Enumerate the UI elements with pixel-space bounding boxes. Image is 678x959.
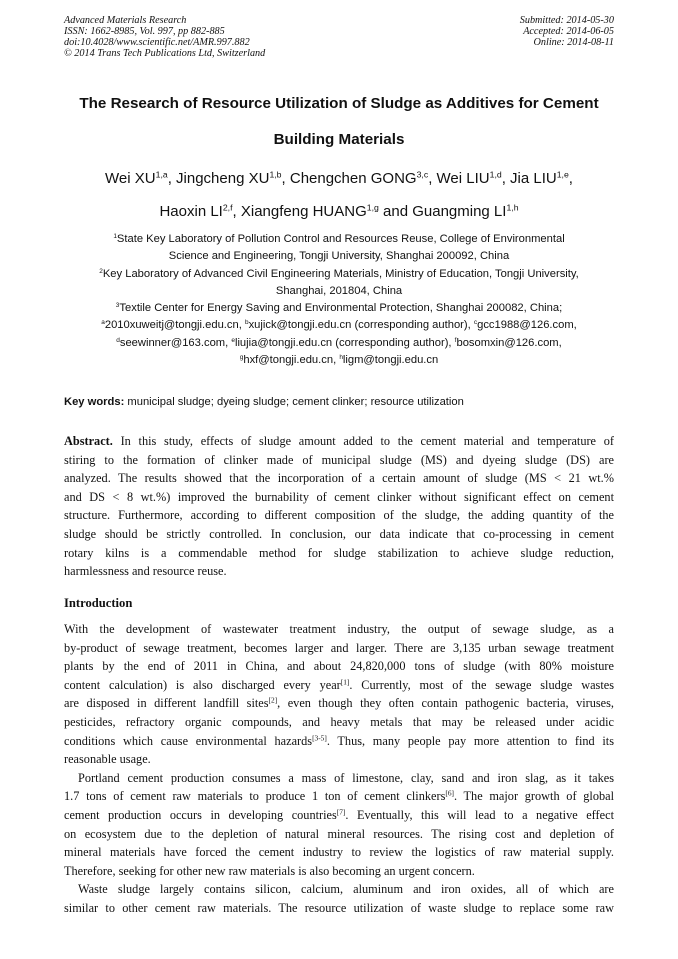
affiliation-line xyxy=(40,283,638,300)
intro-line xyxy=(64,694,614,713)
email-mark: e xyxy=(231,336,235,344)
intro-text: . The major growth of global xyxy=(453,789,614,804)
abstract-line: sludge should be strictly controlled. In conclusion, our data indicate that co-processing in cement xyxy=(64,526,614,541)
affiliation-line xyxy=(40,231,638,248)
intro-text: plants by the end of 2011 in China, and about 24,820,000 tons of sludge (with 80% moisture xyxy=(64,659,614,674)
intro-text: . Currently, most of the sewage sludge wastes xyxy=(349,677,614,692)
author-separator: , xyxy=(167,170,177,187)
affiliation-line xyxy=(40,300,638,317)
abstract-line: analyzed. The results showed that the incorporation of a certain amount of sludge (MS < 21 wt.% xyxy=(64,471,614,486)
abstract-text: In this study, effects of sludge amount added to the cement material and temperature of xyxy=(112,434,614,448)
abstract-line xyxy=(64,432,614,451)
author-affiliation-mark: 2,f xyxy=(222,202,233,213)
journal-doi[interactable]: doi:10.4028/www.scientific.net/AMR.997.882 xyxy=(64,37,250,48)
intro-line xyxy=(64,639,614,658)
intro-text: Waste sludge largely contains silicon, calcium, aluminum and iron oxides, all of which are xyxy=(78,882,614,897)
intro-text: . Thus, many people pay more attention to find its xyxy=(326,733,615,748)
author-affiliation-mark: 3,c xyxy=(416,169,429,180)
author-separator: , xyxy=(281,170,290,187)
email-line xyxy=(40,317,638,334)
title-line-1: The Research of Resource Utilization of Sludge as Additives for Cement xyxy=(79,95,599,112)
author-affiliation-mark: 1,d xyxy=(489,169,502,180)
section-heading-introduction: Introduction xyxy=(64,596,133,610)
author-affiliation-mark: 1,h xyxy=(506,202,519,213)
intro-line xyxy=(64,843,614,862)
intro-line xyxy=(64,806,614,825)
author-separator: , xyxy=(232,203,241,220)
abstract-line: structure. Furthermore, according to different composition of the sludge, the adding quantity of the xyxy=(64,508,614,523)
email-address[interactable]: seewinner@163.com, xyxy=(119,336,232,349)
affiliation-line xyxy=(40,248,638,265)
author-separator: , xyxy=(428,170,437,187)
affiliation-text: Shanghai, 201804, China xyxy=(275,284,403,297)
abstract-line: harmlessness and resource reuse. xyxy=(64,564,227,579)
intro-text: cement production occurs in developing countries xyxy=(64,807,337,822)
email-mark: d xyxy=(116,336,120,344)
abstract-label: Abstract. xyxy=(64,434,113,448)
intro-line xyxy=(64,899,614,918)
intro-text: mineral materials have forced the cement industry to review the logistics of raw material supply. xyxy=(64,845,614,860)
abstract-line: and DS < 8 wt.%) improved the burnability of cement clinker without significant effect on cement xyxy=(64,489,614,504)
affiliation-text: State Key Laboratory of Pollution Control and Resources Reuse, College of Environmental xyxy=(116,233,565,245)
intro-text: content calculation) is also discharged every year xyxy=(64,677,341,692)
email-mark: a xyxy=(101,319,105,327)
intro-line xyxy=(64,713,614,732)
author-affiliation-mark: 1,a xyxy=(155,169,168,180)
affiliation-mark: 2 xyxy=(99,267,103,275)
abstract xyxy=(64,432,614,581)
intro-line xyxy=(64,657,614,676)
email-address[interactable]: ligm@tongji.edu.cn xyxy=(342,354,439,367)
intro-text: , even though they often contain pathogenic bacteria, viruses, xyxy=(277,696,614,711)
citation-ref[interactable]: [3-5] xyxy=(312,733,327,743)
email-address[interactable]: liujia@tongji.edu.cn (corresponding author), xyxy=(234,336,455,349)
intro-text: are disposed in different landfill sites xyxy=(64,696,269,711)
author-line-1 xyxy=(40,162,638,195)
intro-text: . Eventually, this will lead to a negative effect xyxy=(345,807,614,822)
affiliation-mark: 1 xyxy=(113,232,117,240)
intro-line xyxy=(64,676,614,695)
abstract-line: rotary kilns is a commendable method for sludge stabilization to achieve sludge reduction, xyxy=(64,545,614,560)
affiliation-mark: 3 xyxy=(115,301,120,309)
intro-text: With the development of wastewater treatment industry, the output of sewage sludge, as a xyxy=(64,622,614,636)
author: Wei XU xyxy=(105,170,156,187)
journal-info xyxy=(64,15,265,59)
email-line xyxy=(40,335,638,352)
author: Xiangfeng HUANG xyxy=(240,203,367,220)
copyright-notice: © 2014 Trans Tech Publications Ltd, Switzerland xyxy=(64,48,266,59)
email-line xyxy=(40,352,638,369)
keywords-label: Key words: xyxy=(64,396,125,408)
citation-ref[interactable]: [1] xyxy=(340,677,350,687)
author: Haoxin LI xyxy=(159,203,223,220)
intro-line xyxy=(64,732,614,751)
affiliations xyxy=(40,231,638,369)
email-mark: g xyxy=(239,353,244,361)
intro-line xyxy=(64,787,614,806)
author: Guangming LI xyxy=(412,203,507,220)
journal-issn: ISSN: 1662-8985, Vol. 997, pp 882-885 xyxy=(64,26,225,37)
author-list xyxy=(40,162,638,228)
email-address[interactable]: hxf@tongji.edu.cn, xyxy=(243,354,340,367)
citation-ref[interactable]: [6] xyxy=(445,788,454,798)
publication-dates xyxy=(520,15,614,48)
email-address[interactable]: xujick@tongji.edu.cn (corresponding author), xyxy=(248,319,474,332)
submitted-date: Submitted: 2014-05-30 xyxy=(519,15,614,26)
keywords xyxy=(64,394,624,410)
affiliation-text: Science and Engineering, Tongji University, Shanghai 200092, China xyxy=(168,250,510,263)
author-affiliation-mark: 1,g xyxy=(366,202,379,213)
email-address[interactable]: 2010xuweitj@tongji.edu.cn, xyxy=(104,319,245,332)
email-mark: h xyxy=(339,353,343,361)
author-affiliation-mark: 1,e xyxy=(556,169,569,180)
email-mark: f xyxy=(454,336,457,344)
intro-text: conditions which cause environmental hazards xyxy=(64,733,313,748)
introduction-text xyxy=(64,620,614,918)
author-affiliation-mark: 1,b xyxy=(269,169,282,180)
affiliation-text: Textile Center for Energy Saving and Environmental Protection, Shanghai 200082, China; xyxy=(119,302,563,315)
title-line-2: Building Materials xyxy=(273,131,405,148)
accepted-date: Accepted: 2014-06-05 xyxy=(523,26,614,37)
online-date: Online: 2014-08-11 xyxy=(533,37,614,48)
intro-text: 1.7 tons of cement raw materials to produce 1 ton of cement clinkers xyxy=(64,789,446,804)
author: Wei LIU xyxy=(436,170,490,187)
author-separator: and xyxy=(378,203,413,220)
intro-line xyxy=(64,750,614,769)
citation-ref[interactable]: [7] xyxy=(336,807,346,817)
email-mark: c xyxy=(473,319,478,327)
affiliation-line xyxy=(40,266,638,283)
intro-line xyxy=(64,825,614,844)
intro-text: pesticides, refractory organic compounds, and heavy metals that may be released under acidic xyxy=(64,714,614,729)
intro-line xyxy=(64,620,614,639)
email-address[interactable]: bosomxin@126.com, xyxy=(456,336,562,349)
author: Jia LIU xyxy=(510,170,557,187)
intro-line xyxy=(64,862,614,881)
intro-text: by-product of sewage treatment, becomes larger and larger. There are 3,135 urban sewage treatment xyxy=(64,640,614,655)
paper-title xyxy=(40,86,638,158)
author-separator: , xyxy=(568,170,573,187)
citation-ref[interactable]: [2] xyxy=(268,695,278,705)
intro-line xyxy=(64,880,614,899)
email-address[interactable]: gcc1988@126.com, xyxy=(477,319,577,332)
author: Chengchen GONG xyxy=(289,170,417,187)
affiliation-text: Key Laboratory of Advanced Civil Engineering Materials, Ministry of Education, Tongji University, xyxy=(102,267,579,280)
intro-text: on ecosystem due to the depletion of natural mineral resources. The rising cost and depletion of xyxy=(64,826,614,841)
intro-line xyxy=(64,769,614,788)
intro-text: reasonable usage. xyxy=(64,752,151,767)
author-separator: , xyxy=(501,170,511,187)
abstract-line: stiring to the formation of clinker made of municipal sludge (MS) and dyeing sludge (DS) are xyxy=(64,452,614,467)
intro-text: Therefore, seeking for other new raw materials is also becoming an urgent concern. xyxy=(64,863,475,878)
intro-text: Portland cement production consumes a mass of limestone, clay, sand and iron slag, as it takes xyxy=(78,770,614,785)
journal-name: Advanced Materials Research xyxy=(64,15,187,26)
keywords-text: municipal sludge; dyeing sludge; cement clinker; resource utilization xyxy=(124,396,464,408)
intro-text: similar to other cement raw materials. The resource utilization of waste sludge to replace some raw xyxy=(64,900,614,915)
author: Jingcheng XU xyxy=(176,170,270,187)
email-mark: b xyxy=(244,319,249,327)
author-line-2 xyxy=(40,195,638,228)
